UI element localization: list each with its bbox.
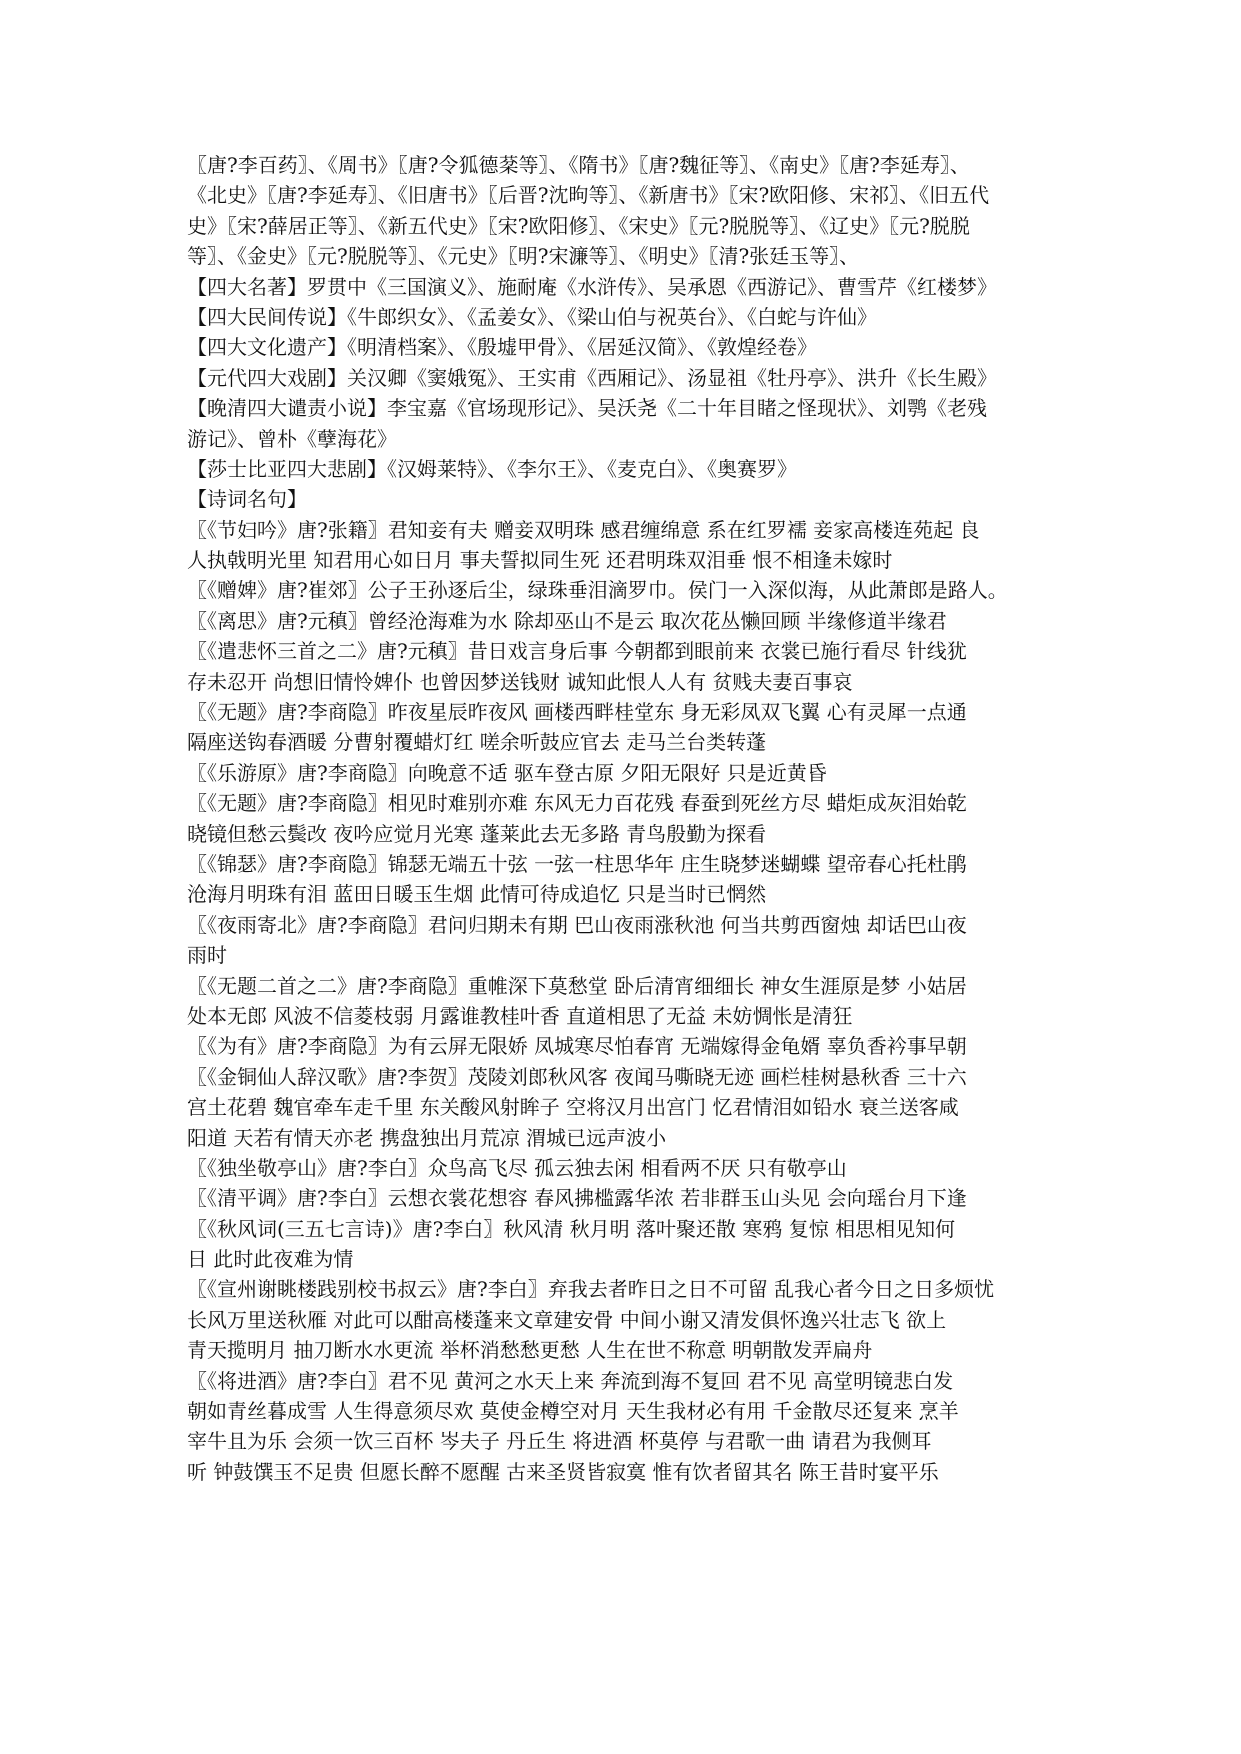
text-line: 人执戟明光里 知君用心如日月 事夫誓拟同生死 还君明珠双泪垂 恨不相逢未嫁时: [187, 548, 893, 573]
text-line: 〖《离思》唐?元稹〗曾经沧海难为水 除却巫山不是云 取次花丛懒回顾 半缘修道半缘君: [187, 608, 947, 633]
text-line: 游记》、曾朴《孽海花》: [187, 426, 397, 451]
text-line: 【诗词名句】: [187, 487, 307, 512]
text-line: 〖《赠婢》唐?崔郊〗公子王孙逐后尘，绿珠垂泪滴罗巾。侯门一入深似海，从此萧郎是路人。: [187, 578, 1008, 603]
text-line: 【四大民间传说】《牛郎织女》、《孟姜女》、《梁山伯与祝英台》、《白蛇与许仙》: [187, 304, 877, 329]
text-line: 【元代四大戏剧】关汉卿《窦娥冤》、王实甫《西厢记》、汤显祖《牡丹亭》、洪升《长生殿》: [187, 365, 997, 390]
text-line: 〖《无题二首之二》唐?李商隐〗重帷深下莫愁堂 卧后清宵细细长 神女生涯原是梦 小姑居: [187, 973, 967, 998]
text-line: 〖《锦瑟》唐?李商隐〗锦瑟无端五十弦 一弦一柱思华年 庄生晓梦迷蝴蝶 望帝春心托杜鹃: [187, 851, 967, 876]
text-line: 雨时: [187, 943, 227, 968]
text-line: 〖《将进酒》唐?李白〗君不见 黄河之水天上来 奔流到海不复回 君不见 高堂明镜悲白发: [187, 1368, 954, 1393]
text-line: 宰牛且为乐 会须一饮三百杯 岑夫子 丹丘生 将进酒 杯莫停 与君歌一曲 请君为我侧耳: [187, 1429, 932, 1454]
text-line: 长风万里送秋雁 对此可以酣高楼蓬来文章建安骨 中间小谢又清发俱怀逸兴壮志飞 欲上: [187, 1307, 947, 1332]
text-line: 存未忍开 尚想旧情怜婢仆 也曾因梦送钱财 诚知此恨人人有 贫贱夫妻百事哀: [187, 669, 853, 694]
text-line: 朝如青丝暮成雪 人生得意须尽欢 莫使金樽空对月 天生我材必有用 千金散尽还复来 烹羊: [187, 1399, 959, 1424]
text-line: 〖《夜雨寄北》唐?李商隐〗君问归期未有期 巴山夜雨涨秋池 何当共剪西窗烛 却话巴山夜: [187, 912, 967, 937]
text-line: 〖《清平调》唐?李白〗云想衣裳花想容 春风拂槛露华浓 若非群玉山头见 会向瑶台月下逢: [187, 1186, 967, 1211]
text-line: 〖《为有》唐?李商隐〗为有云屏无限娇 凤城寒尽怕春宵 无端嫁得金龟婿 辜负香衿事早朝: [187, 1034, 967, 1059]
text-line: 〖《乐游原》唐?李商隐〗向晚意不适 驱车登古原 夕阳无限好 只是近黄昏: [187, 760, 827, 785]
text-line: 处本无郎 风波不信菱枝弱 月露谁教桂叶香 直道相思了无益 未妨惆怅是清狂: [187, 1003, 853, 1028]
text-line: 隔座送钩春酒暖 分曹射覆蜡灯红 嗟余听鼓应官去 走马兰台类转蓬: [187, 730, 767, 755]
text-line: 〖《无题》唐?李商隐〗昨夜星辰昨夜风 画楼西畔桂堂东 身无彩凤双飞翼 心有灵犀一点通: [187, 700, 967, 725]
text-line: 等〗、《金史》〖元?脱脱等〗、《元史》〖明?宋濂等〗、《明史》〖清?张廷玉等〗、: [187, 244, 860, 269]
text-line: 《北史》〖唐?李延寿〗、《旧唐书》〖后晋?沈昫等〗、《新唐书》〖宋?欧阳修、宋祁〗、《旧五代: [187, 183, 990, 208]
text-line: 〖唐?李百药〗、《周书》〖唐?令狐德棻等〗、《隋书》〖唐?魏征等〗、《南史》〖唐?李延寿〗、: [187, 153, 970, 177]
text-line: 日 此时此夜难为情: [187, 1247, 354, 1272]
text-line: 【四大名著】罗贯中《三国演义》、施耐庵《水浒传》、吴承恩《西游记》、曹雪芹《红楼梦》: [187, 274, 997, 299]
text-line: 〖《节妇吟》唐?张籍〗君知妾有夫 赠妾双明珠 感君缠绵意 系在红罗襦 妾家高楼连苑起 良: [187, 517, 980, 542]
text-line: 宫土花碧 魏官牵车走千里 东关酸风射眸子 空将汉月出宫门 忆君情泪如铅水 衰兰送客咸: [187, 1095, 959, 1120]
text-line: 【四大文化遗产】《明清档案》、《殷墟甲骨》、《居延汉简》、《敦煌经卷》: [187, 335, 817, 360]
text-line: 〖《无题》唐?李商隐〗相见时难别亦难 东风无力百花残 春蚕到死丝方尽 蜡炬成灰泪始乾: [187, 791, 967, 816]
text-line: 〖《宣州谢眺楼践别校书叔云》唐?李白〗弃我去者昨日之日不可留 乱我心者今日之日多烦忧: [187, 1277, 995, 1302]
text-line: 【晚清四大谴责小说】李宝嘉《官场现形记》、吴沃尧《二十年目睹之怪现状》、刘鹗《老残: [187, 396, 987, 421]
text-line: 〖《独坐敬亭山》唐?李白〗众鸟高飞尽 孤云独去闲 相看两不厌 只有敬亭山: [187, 1155, 847, 1180]
text-line: 〖《遣悲怀三首之二》唐?元稹〗昔日戏言身后事 今朝都到眼前来 衣裳已施行看尽 针线犹: [187, 639, 967, 664]
text-line: 沧海月明珠有泪 蓝田日暖玉生烟 此情可待成追忆 只是当时已惘然: [187, 882, 767, 907]
text-line: 晓镜但愁云鬓改 夜吟应觉月光寒 蓬莱此去无多路 青鸟殷勤为探看: [187, 821, 767, 846]
text-line: 【莎士比亚四大悲剧】《汉姆莱特》、《李尔王》、《麦克白》、《奥赛罗》: [187, 456, 797, 481]
text-line: 〖《秋风词(三五七言诗)》唐?李白〗秋风清 秋月明 落叶聚还散 寒鸦 复惊 相思相见知何: [187, 1216, 956, 1241]
text-line: 听 钟鼓馔玉不足贵 但愿长醉不愿醒 古来圣贤皆寂寞 惟有饮者留其名 陈王昔时宴平乐: [187, 1459, 939, 1484]
text-line: 青天揽明月 抽刀断水水更流 举杯消愁愁更愁 人生在世不称意 明朝散发弄扁舟: [187, 1338, 873, 1363]
text-line: 阳道 天若有情天亦老 携盘独出月荒凉 渭城已远声波小: [187, 1125, 667, 1150]
text-line: 史》〖宋?薛居正等〗、《新五代史》〖宋?欧阳修〗、《宋史》〖元?脱脱等〗、《辽史》〖元?脱脱: [187, 213, 970, 238]
document-body: [187, 150, 1067, 1487]
text-line: 〖《金铜仙人辞汉歌》唐?李贺〗茂陵刘郎秋风客 夜闻马嘶晓无迹 画栏桂树悬秋香 三十六: [187, 1064, 967, 1089]
